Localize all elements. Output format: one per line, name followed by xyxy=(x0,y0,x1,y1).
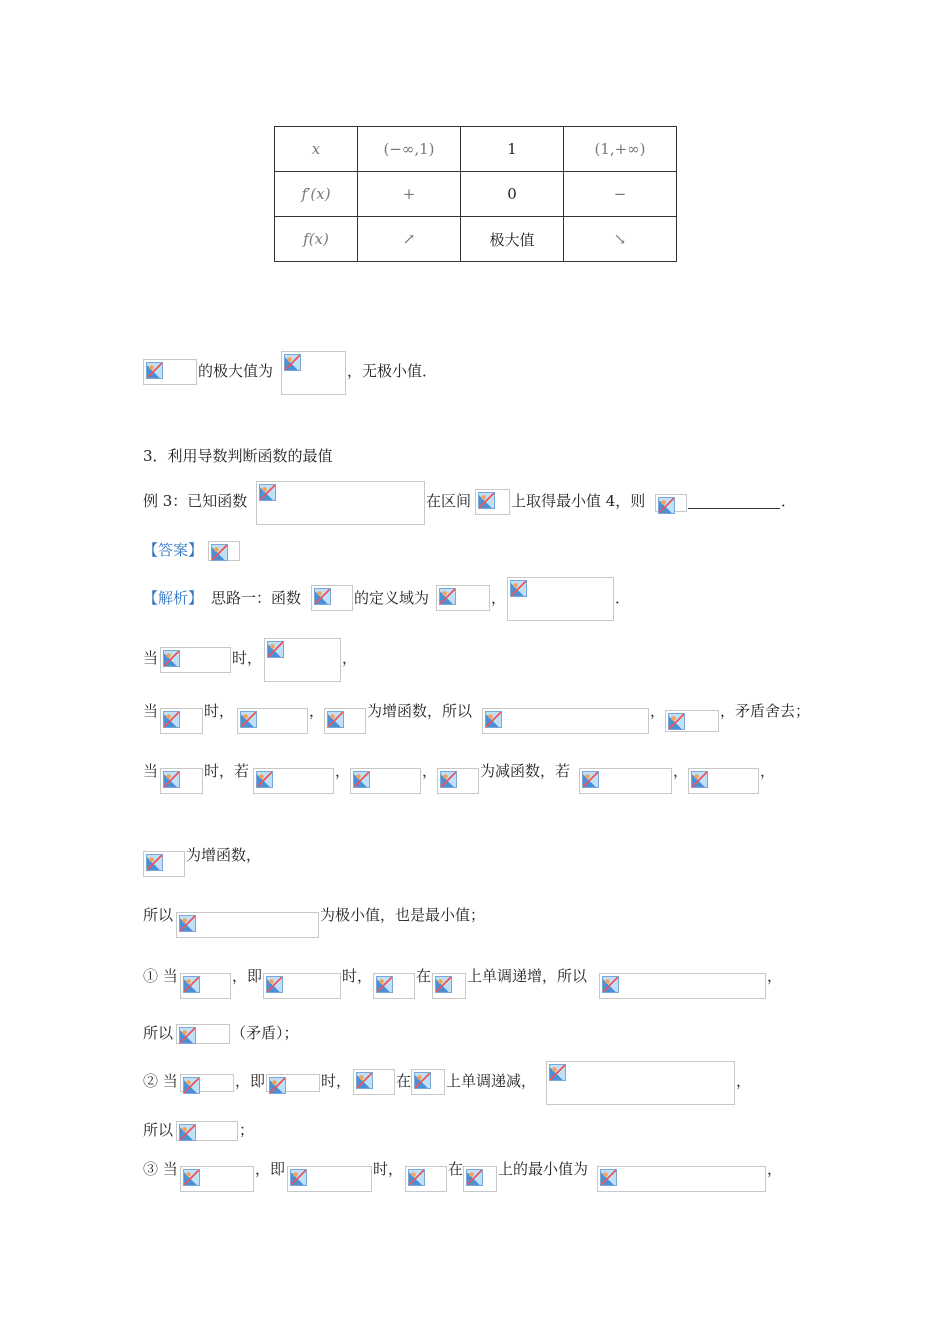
formula-image xyxy=(463,1166,497,1192)
formula-image xyxy=(324,708,366,734)
formula-image xyxy=(482,708,649,734)
table-cell: ↗ xyxy=(358,217,461,262)
formula-image xyxy=(160,768,203,794)
formula-image xyxy=(263,973,341,999)
text-fragment: ， xyxy=(736,1072,752,1090)
text-fragment: 当 xyxy=(143,762,159,780)
text-fragment: 所以 xyxy=(143,1024,174,1042)
text-fragment: ③ 当 xyxy=(143,1160,178,1178)
text-fragment: ① 当 xyxy=(143,967,178,985)
text-fragment: 的定义域为 xyxy=(354,589,430,607)
table-row xyxy=(275,172,677,217)
text-fragment: 上的最小值为 xyxy=(498,1160,589,1178)
formula-image xyxy=(405,1166,447,1192)
text-fragment: 在区间 xyxy=(426,492,472,510)
text-fragment: 为增函数，所以 xyxy=(367,702,473,720)
table-cell: (−∞,1) xyxy=(358,127,461,172)
formula-image xyxy=(353,1069,395,1095)
formula-image xyxy=(287,1166,372,1192)
text-fragment: ，即 xyxy=(232,967,263,985)
table-cell: − xyxy=(564,172,677,217)
text-fragment: 为减函数，若 xyxy=(480,762,571,780)
text-fragment: 时， xyxy=(342,967,373,985)
formula-image xyxy=(176,912,319,938)
formula-image xyxy=(180,1074,234,1092)
text-fragment: ，无极小值． xyxy=(347,362,438,380)
text-fragment: 时， xyxy=(373,1160,404,1178)
table-cell: f(x) xyxy=(275,217,358,262)
table-cell: x xyxy=(275,127,358,172)
formula-image xyxy=(599,973,766,999)
variation-table xyxy=(274,126,677,262)
analysis-label: 【解析】 xyxy=(143,589,204,607)
formula-image xyxy=(350,768,421,794)
formula-image xyxy=(264,638,341,682)
formula-image xyxy=(432,973,466,999)
text-fragment: ， xyxy=(422,762,438,780)
formula-image xyxy=(176,1121,238,1141)
formula-image xyxy=(281,351,346,395)
formula-image xyxy=(160,708,203,734)
text-fragment: 上单调递增，所以 xyxy=(467,967,588,985)
table-cell: ↘ xyxy=(564,217,677,262)
formula-image xyxy=(208,541,240,561)
formula-image xyxy=(475,489,510,515)
formula-image xyxy=(546,1061,735,1105)
text-fragment: 在 xyxy=(416,967,432,985)
text-fragment: 上取得最小值 4，则 xyxy=(511,492,646,510)
text-fragment: 所以 xyxy=(143,906,174,924)
text-fragment: 在 xyxy=(448,1160,464,1178)
table-cell: + xyxy=(358,172,461,217)
text-fragment: 时， xyxy=(204,702,235,720)
formula-image xyxy=(266,1074,320,1092)
formula-image xyxy=(180,1166,254,1192)
formula-image xyxy=(256,481,425,525)
text-fragment: 为极小值，也是最小值； xyxy=(320,906,486,924)
table-cell: 1 xyxy=(461,127,564,172)
formula-image xyxy=(507,577,614,621)
text-fragment: 在 xyxy=(396,1072,412,1090)
formula-image xyxy=(655,494,687,512)
text-fragment: ，矛盾舍去； xyxy=(720,702,811,720)
text-fragment: 时， xyxy=(321,1072,352,1090)
table-cell: (1,+∞) xyxy=(564,127,677,172)
text-fragment: ， xyxy=(342,649,358,667)
formula-image xyxy=(597,1166,766,1192)
formula-image xyxy=(160,647,231,673)
table-row xyxy=(275,217,677,262)
answer-label: 【答案】 xyxy=(143,541,204,559)
text-fragment: ， xyxy=(767,1160,783,1178)
text-fragment: ， xyxy=(491,589,507,607)
text-fragment: 时，若 xyxy=(204,762,250,780)
formula-image xyxy=(688,768,759,794)
table-cell: 极大值 xyxy=(461,217,564,262)
formula-image xyxy=(411,1069,445,1095)
text-fragment: ，即 xyxy=(255,1160,286,1178)
text-fragment: 的极大值为 xyxy=(198,362,274,380)
table-row xyxy=(275,127,677,172)
section-title: 3．利用导数判断函数的最值 xyxy=(143,447,333,465)
text-fragment: ． xyxy=(781,492,797,510)
formula-image xyxy=(253,768,334,794)
text-fragment: ， xyxy=(760,762,776,780)
formula-image xyxy=(237,708,308,734)
text-fragment: 时， xyxy=(232,649,263,667)
text-fragment: （矛盾）； xyxy=(231,1024,299,1042)
formula-image xyxy=(143,359,197,385)
text-fragment: ． xyxy=(615,589,631,607)
formula-image xyxy=(180,973,231,999)
text-fragment: 当 xyxy=(143,649,159,667)
formula-image xyxy=(665,710,719,732)
text-fragment: 思路一：函数 xyxy=(211,589,302,607)
formula-image xyxy=(176,1024,230,1044)
text-fragment: ， xyxy=(673,762,689,780)
text-fragment: ； xyxy=(239,1121,255,1139)
text-fragment: 所以 xyxy=(143,1121,174,1139)
text-fragment: ， xyxy=(309,702,325,720)
formula-image xyxy=(579,768,672,794)
answer-blank xyxy=(688,508,780,509)
table-cell: 0 xyxy=(461,172,564,217)
formula-image xyxy=(436,585,490,611)
text-fragment: 例 3：已知函数 xyxy=(143,492,248,510)
text-fragment: ， xyxy=(335,762,351,780)
text-fragment: ， xyxy=(650,702,666,720)
formula-image xyxy=(311,585,353,611)
text-fragment: 上单调递减， xyxy=(446,1072,537,1090)
table-cell: f′(x) xyxy=(275,172,358,217)
formula-image xyxy=(143,851,185,877)
text-fragment: ② 当 xyxy=(143,1072,178,1090)
text-fragment: ，即 xyxy=(235,1072,266,1090)
text-fragment: 当 xyxy=(143,702,159,720)
text-fragment: 为增函数， xyxy=(186,846,262,864)
formula-image xyxy=(437,768,479,794)
text-fragment: ， xyxy=(767,967,783,985)
formula-image xyxy=(373,973,415,999)
